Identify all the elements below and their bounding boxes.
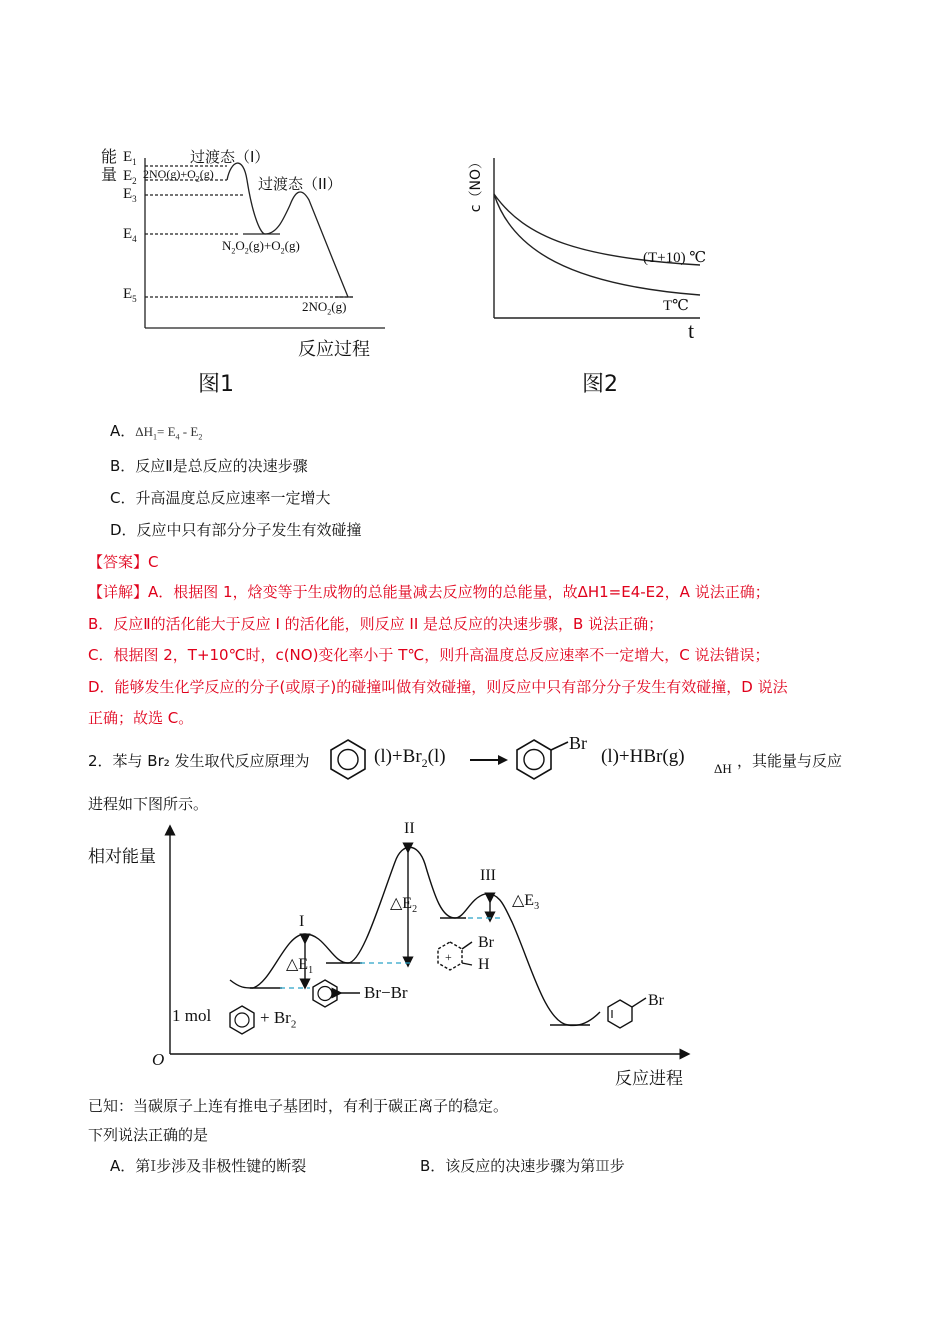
fig2-x-label: t: [688, 318, 695, 343]
q2-intro-tail: ，其能量与反应: [737, 752, 843, 770]
q1-option-b: B．反应Ⅱ是总反应的决速步骤: [110, 457, 308, 475]
q1-option-a: A．$\Delta H_1= E_4 - E_2$: [110, 422, 203, 442]
svg-text:+: +: [445, 950, 452, 964]
fig3-de3-label: $\triangle E_3$: [512, 892, 540, 913]
fig1-e5-label: $E_5$: [123, 286, 137, 304]
fig1-y-label: 能量: [101, 147, 118, 184]
eq-delta-h: ΔH: [714, 761, 732, 776]
eq-br-label: Br: [569, 733, 587, 753]
explain-line-5: 正确；故选 C。: [88, 709, 194, 727]
explain-line-3: C．根据图 2，T+10℃时，c(NO)变化率小于 T℃，则升高温度总反应速率不一定增大，C 说法错误；: [88, 646, 770, 664]
q2-intro: 2．苯与 Br₂ 发生取代反应原理为: [88, 752, 310, 770]
fig3-ts3-label: III: [480, 867, 496, 884]
fig1-e2-label: $E_2$: [123, 168, 137, 186]
fig1-intermediate-label: $N_2O_2(g)+O_2(g)$: [222, 238, 300, 256]
fig2-y-label: c（NO）: [468, 155, 484, 213]
fig3-x-label: 反应进程: [615, 1069, 683, 1089]
q2-option-a: A．第Ⅰ步涉及非极性键的断裂: [110, 1157, 307, 1175]
fig3-pi-complex-label: Br−Br: [364, 983, 408, 1002]
fig2-lower-curve-label: T℃: [663, 298, 689, 314]
eq-right-text: (l)+HBr(g): [601, 746, 685, 767]
fig3-y-label: 相对能量: [88, 847, 156, 867]
fig1-e1-label: $E_1$: [123, 149, 137, 167]
fig1-reactant-label: $2NO(g)+O_2(g)$: [143, 167, 214, 184]
q2-known: 已知：当碳原子上连有推电子基团时，有利于碳正离子的稳定。: [88, 1097, 509, 1115]
fig1-e4-label: $E_4$: [123, 226, 137, 244]
fig2-caption: 图2: [582, 372, 618, 397]
fig3-origin: O: [152, 1050, 165, 1069]
fig3-sigma-br: Br: [478, 934, 494, 951]
fig3-reactant-br2: + $Br_2$: [260, 1008, 297, 1031]
fig3-de2-label: $\triangle E_2$: [390, 895, 418, 916]
q2-option-b: B．该反应的决速步骤为第Ⅲ步: [420, 1157, 625, 1175]
eq-left-text: $(l)+Br_2(l)$: [374, 746, 446, 770]
explain-line-2: B．反应Ⅱ的活化能大于反应 I 的活化能，则反应 II 是总反应的决速步骤，B 说法正确；: [88, 615, 664, 633]
fig1-x-label: 反应过程: [298, 339, 370, 360]
fig1-product-label: $2NO_2(g)$: [302, 299, 347, 317]
fig1-ts2-label: 过渡态（II）: [258, 175, 342, 193]
benzene-reactant-icon: [328, 736, 368, 782]
fig3-ts1-label: I: [299, 913, 305, 930]
fig3-ts2-label: II: [404, 820, 415, 837]
fig3-sigma-h: H: [478, 956, 490, 973]
q1-option-d: D．反应中只有部分分子发生有效碰撞: [110, 521, 362, 539]
q1-option-c: C．升高温度总反应速率一定增大: [110, 489, 331, 507]
q2-intro-line2: 进程如下图所示。: [88, 795, 209, 813]
fig1-ts1-label: 过渡态（I）: [190, 148, 270, 166]
fig3-reactant-amount: 1 mol: [172, 1006, 212, 1025]
answer-line: 【答案】C: [88, 553, 159, 571]
fig1-e3-label: $E_3$: [123, 186, 137, 204]
fig3-de1-label: $\triangle E_1$: [286, 956, 314, 977]
fig3-product-br: Br: [648, 992, 664, 1009]
q2-ask: 下列说法正确的是: [88, 1126, 209, 1144]
explain-line-4: D．能够发生化学反应的分子(或原子)的碰撞叫做有效碰撞，则反应中只有部分分子发生有效碰撞，D 说法: [88, 678, 788, 696]
fig2-upper-curve-label: (T+10) ℃: [643, 250, 707, 266]
figure-3-energy-profile: [150, 822, 695, 1070]
reaction-arrow-icon: [468, 752, 510, 768]
figure-1-energy-diagram: [95, 140, 395, 400]
explain-line-1: 【详解】A．根据图 1，焓变等于生成物的总能量减去反应物的总能量，故ΔH1=E4-E2，A 说法正确；: [88, 583, 770, 601]
fig1-caption: 图1: [198, 372, 234, 397]
